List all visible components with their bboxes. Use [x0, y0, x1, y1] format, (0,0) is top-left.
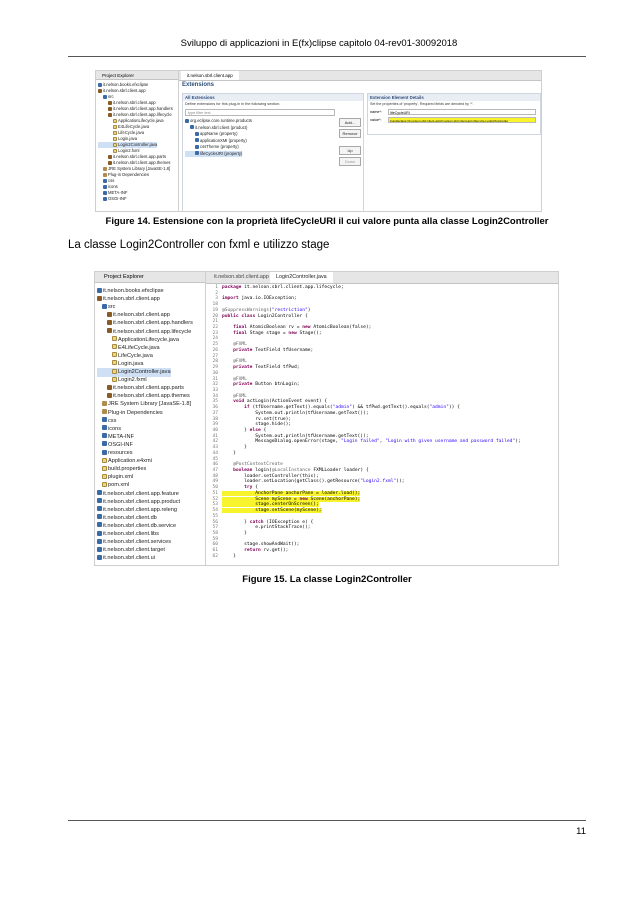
tree-item-label: it.nelson.sbrl.client.db	[103, 514, 157, 521]
project-explorer-pane	[96, 71, 179, 212]
tree-item-label: css	[108, 178, 115, 183]
line-number: 41	[212, 433, 218, 439]
tree-item-label: it.nelson.sbrl.client.app.releng	[103, 506, 178, 513]
project-explorer-tab[interactable]: Project Explorer	[96, 71, 178, 80]
tree-item-label: ApplicationLifecycle.java	[118, 118, 164, 123]
line-number: 39	[212, 422, 218, 428]
figure-15-caption: Figure 15. La classe Login2Controller	[242, 574, 412, 585]
editor-tab-bar	[206, 272, 559, 284]
package-icon	[107, 385, 112, 390]
tree-item-label: src	[108, 94, 114, 99]
package-icon	[108, 113, 112, 117]
extensions-title: Extensions	[182, 82, 215, 88]
tree-item-label: src	[108, 304, 116, 311]
add-button[interactable]: Add...	[339, 118, 361, 127]
tree-item-label: Login2Controller.java	[118, 369, 171, 375]
line-number: 51	[212, 490, 218, 496]
line-number: 28	[212, 359, 218, 365]
code-text: private TextField tfPwd;	[233, 365, 300, 371]
extensions-tree	[185, 118, 335, 178]
editor-pane	[179, 71, 542, 212]
code-text: } catch (IOException e) {	[222, 519, 314, 525]
folder-icon	[102, 441, 107, 446]
line-number: 61	[212, 548, 218, 554]
code-text: stage.centerOnScreen();	[222, 502, 319, 508]
line-number: 43	[212, 445, 218, 451]
tree-item-label: it.nelson.sbrl.client.app.handlers	[113, 106, 173, 111]
folder-icon	[102, 417, 107, 422]
folder-icon	[97, 506, 102, 511]
code-text: }	[222, 445, 247, 451]
line-number: 58	[212, 530, 218, 536]
folder-icon	[97, 514, 102, 519]
line-number: 57	[212, 525, 218, 531]
line-number: 18	[212, 302, 218, 308]
folder-icon	[97, 498, 102, 503]
value-field[interactable]: bundleclass://it.nelson.sbrl.client.app/it.nelson.sbrl.client.app.lifecycle.Login2Controller	[388, 117, 536, 123]
code-text: }	[222, 450, 236, 456]
code-text: @SuppressWarnings("restriction")	[222, 307, 311, 313]
file-icon	[113, 143, 117, 147]
package-icon	[108, 155, 112, 159]
tree-item[interactable]	[97, 554, 155, 563]
tree-item-label: it.nelson.books.efxclipse	[103, 288, 164, 294]
line-number: 30	[212, 370, 218, 376]
tree-item[interactable]	[185, 125, 247, 131]
folder-icon	[185, 119, 189, 123]
package-icon	[107, 328, 112, 333]
tree-item-label: LifeCycle.java	[118, 130, 145, 135]
tree-item-label: it.nelson.sbrl.client.app	[113, 100, 156, 105]
tree-item-label: lifeCycleURI (property)	[200, 150, 243, 156]
file-icon	[112, 377, 117, 382]
file-icon	[102, 482, 107, 487]
file-icon	[113, 149, 117, 153]
tree-item-label: Plug-in Dependencies	[108, 409, 163, 416]
code-line	[206, 331, 322, 337]
file-icon	[102, 466, 107, 471]
package-icon	[97, 296, 102, 301]
tree-item-label: it.nelson.sbrl.client.app.feature	[103, 490, 179, 497]
header-rule	[68, 56, 586, 57]
line-number: 49	[212, 479, 218, 485]
tree-item-label: it.nelson.sbrl.client.libs	[103, 531, 159, 537]
line-number: 38	[212, 416, 218, 422]
folder-icon	[97, 490, 102, 495]
folder-icon	[98, 83, 102, 87]
line-number: 2	[215, 290, 218, 296]
file-icon	[112, 352, 117, 357]
folder-icon	[97, 539, 102, 544]
line-number: 29	[212, 365, 218, 371]
line-number: 47	[212, 468, 218, 474]
tree-item-label: OSGI-INF	[108, 441, 133, 448]
tree-item-label: ApplicationLifecycle.java	[118, 336, 179, 343]
line-number: 23	[212, 330, 218, 336]
tree-item-label: it.nelson.sbrl.client.ui	[103, 555, 155, 562]
folder-icon	[103, 197, 107, 201]
code-text: if (tfUsername.getText().equals("admin") && tfPwd.getText().equals("admin")) {	[244, 405, 460, 411]
code-text: package it.nelson.sbrl.client.app.lifecycle;	[222, 285, 344, 290]
all-extensions-desc: Define extensions for this plug-in in the following section.	[185, 102, 281, 106]
file-icon	[113, 125, 117, 129]
tree-item-label: Login.java	[118, 360, 144, 367]
folder-icon	[102, 433, 107, 438]
line-number: 50	[212, 485, 218, 491]
extension-details-section	[367, 93, 541, 135]
folder-icon	[195, 138, 199, 142]
library-icon	[103, 167, 107, 171]
tree-item-label: pom.xml	[108, 482, 130, 489]
code-text: }	[222, 553, 236, 559]
code-line	[206, 285, 344, 291]
line-number: 1	[215, 285, 218, 290]
line-number: 3	[215, 296, 218, 302]
value-label: value*:	[370, 118, 382, 122]
package-icon	[107, 320, 112, 325]
tree-item-label: Login2Controller.java	[118, 142, 158, 147]
code-text: return rv.get();	[244, 548, 289, 554]
line-number: 45	[212, 456, 218, 462]
package-icon	[107, 393, 112, 398]
code-text: e.printStackTrace();	[222, 525, 311, 531]
code-editor-pane	[206, 272, 559, 566]
line-number: 44	[212, 450, 218, 456]
line-number: 31	[212, 376, 218, 382]
line-number: 46	[212, 462, 218, 468]
code-line	[206, 554, 236, 560]
code-text: } else {	[222, 428, 267, 433]
details-desc: Set the properties of 'property'. Required fields are denoted by '*'.	[370, 102, 474, 106]
code-text: @FXML	[233, 342, 247, 348]
footer-rule	[68, 820, 586, 821]
code-text: @FXML	[233, 393, 247, 399]
code-area[interactable]	[206, 285, 559, 566]
tree-item-label: it.nelson.sbrl.client.app.product	[103, 498, 181, 505]
library-icon	[103, 173, 107, 177]
tree-item-label: cssTheme (property)	[200, 144, 239, 149]
project-tree	[97, 287, 204, 565]
tree-item[interactable]	[185, 118, 252, 124]
folder-icon	[97, 547, 102, 552]
code-text: loader.setLocation(getClass().getResource("Login2.fxml"));	[222, 479, 405, 485]
code-text: final Stage stage = new Stage();	[233, 330, 322, 336]
tree-item-label: Plug-in Dependencies	[108, 172, 149, 177]
line-number: 59	[212, 536, 218, 542]
tree-item-label: JRE System Library [JavaSE-1.8]	[108, 401, 192, 408]
remove-button[interactable]: Remove	[339, 129, 361, 138]
tree-item-label: E4LifeCycle.java	[118, 124, 150, 129]
tree-item[interactable]	[185, 144, 239, 150]
all-extensions-label: All Extensions	[183, 94, 363, 101]
code-text: AnchorPane anchorPane = loader.load();	[222, 490, 361, 496]
tree-item-label: org.eclipse.core.runtime.products	[190, 118, 252, 123]
folder-icon	[195, 145, 199, 149]
code-text: MessageDialog.openError(stage, "Login failed", "Login with given username and password failed");	[222, 439, 521, 445]
code-text: }	[222, 530, 247, 536]
line-number: 48	[212, 473, 218, 479]
tree-item-label: build.properties	[108, 466, 147, 473]
tree-item-label: E4LifeCycle.java	[118, 344, 160, 351]
tree-item-label: it.nelson.sbrl.client.app	[103, 88, 146, 93]
file-icon	[113, 137, 117, 141]
tree-item-label: icons	[108, 425, 122, 432]
line-number: 25	[212, 342, 218, 348]
package-icon	[98, 89, 102, 93]
line-number: 53	[212, 502, 218, 508]
tree-item-label: it.nelson.sbrl.client.services	[103, 539, 172, 546]
line-number: 60	[212, 542, 218, 548]
code-text: Scene myScene = new Scene(anchorPane);	[222, 496, 361, 502]
line-number: 52	[212, 496, 218, 502]
details-title: Extension Element Details	[368, 94, 540, 101]
folder-icon	[103, 179, 107, 183]
line-number: 19	[212, 307, 218, 313]
all-extensions-section	[182, 93, 364, 212]
line-number: 34	[212, 393, 218, 399]
tree-item[interactable]	[185, 131, 237, 137]
tree-item-label: it.nelson.sbrl.client.app.parts	[113, 154, 167, 159]
code-text: stage.showAndWait();	[222, 542, 300, 548]
line-number: 32	[212, 382, 218, 388]
tree-item-label: META-INF	[108, 433, 134, 440]
folder-icon	[190, 125, 194, 129]
package-icon	[108, 101, 112, 105]
line-number: 20	[212, 313, 218, 319]
line-number: 33	[212, 387, 218, 393]
folder-icon	[97, 555, 102, 560]
file-icon	[112, 360, 117, 365]
code-text: @FXML	[233, 376, 247, 382]
folder-icon	[103, 95, 107, 99]
figure-15-screenshot	[94, 271, 559, 566]
tree-item[interactable]	[98, 196, 127, 202]
library-icon	[102, 401, 107, 406]
folder-icon	[102, 450, 107, 455]
file-icon	[102, 474, 107, 479]
down-button[interactable]: Down	[339, 157, 361, 166]
file-icon	[112, 336, 117, 341]
line-number: 26	[212, 347, 218, 353]
code-line	[206, 508, 322, 514]
tree-item-label: it.nelson.sbrl.client.app	[113, 312, 170, 319]
filter-input[interactable]: type filter text	[185, 109, 335, 116]
tree-item-label: Login2.fxml	[118, 148, 140, 153]
file-icon	[112, 344, 117, 349]
file-icon	[113, 119, 117, 123]
line-number: 42	[212, 439, 218, 445]
tree-item-label: icons	[108, 184, 118, 189]
tree-item-label: it.nelson.sbrl.client.app.lifecycle	[113, 112, 172, 117]
line-number: 40	[212, 428, 218, 433]
line-number: 21	[212, 319, 218, 325]
body-text: La classe Login2Controller con fxml e utilizzo stage	[68, 239, 330, 251]
line-number: 22	[212, 325, 218, 331]
code-text: void actLogin(ActionEvent event) {	[233, 399, 328, 405]
line-number: 35	[212, 399, 218, 405]
line-number: 55	[212, 513, 218, 519]
tree-item-label: resources	[108, 450, 133, 456]
tree-item-label: Login.java	[118, 136, 138, 141]
folder-icon	[195, 151, 199, 155]
code-text: private Button btnLogin;	[233, 382, 300, 388]
tree-item-label: it.nelson.sbrl.client.app.lifecycle	[113, 328, 192, 335]
package-icon	[108, 107, 112, 111]
code-text: stage.setScene(myScene);	[222, 508, 322, 514]
tree-item-label: META-INF	[108, 190, 128, 195]
editor-tab-login2controller[interactable]: Login2Controller.java	[270, 272, 333, 283]
code-text: try {	[244, 485, 258, 491]
code-text: stage.hide();	[222, 422, 292, 428]
line-number: 37	[212, 410, 218, 416]
code-text: @PostContextCreate	[233, 462, 283, 468]
line-number: 27	[212, 353, 218, 359]
file-icon	[113, 131, 117, 135]
tree-item-label: it.nelson.sbrl.client.app.themes	[113, 393, 190, 400]
tree-item-label: OSGI-INF	[108, 196, 127, 201]
editor-tab[interactable]: it.nelson.sbrl.client.app	[181, 71, 239, 80]
folder-icon	[103, 185, 107, 189]
folder-icon	[195, 132, 199, 136]
package-icon	[107, 312, 112, 317]
page-number: 11	[576, 826, 586, 837]
code-line	[206, 348, 313, 354]
tree-item-label: applicationXMI (property)	[200, 137, 247, 143]
package-icon	[108, 161, 112, 165]
tree-item-label: it.nelson.sbrl.client.app.handlers	[113, 320, 193, 327]
file-icon	[112, 369, 117, 374]
folder-icon	[97, 288, 102, 293]
library-icon	[102, 409, 107, 414]
tree-item-label: plugin.xml	[108, 474, 134, 481]
code-text: final AtomicBoolean rv = new AtomicBoolean(false);	[233, 325, 372, 331]
tree-item[interactable]	[185, 151, 242, 157]
line-number: 62	[212, 553, 218, 559]
name-field[interactable]: lifeCycleURI	[388, 109, 536, 115]
code-text: rv.set(true);	[222, 416, 292, 422]
folder-icon	[97, 522, 102, 527]
project-tree	[98, 82, 178, 212]
code-line	[206, 439, 521, 445]
tree-item-label: appName (property)	[200, 131, 238, 136]
tree-item-label: it.nelson.sbrl.client.app.themes	[113, 160, 171, 165]
editor-tab-bar	[179, 71, 542, 81]
tree-item-label: it.nelson.sbrl.client.app.parts	[113, 385, 184, 392]
project-explorer-pane	[95, 272, 206, 566]
folder-icon	[102, 304, 107, 309]
code-text: System.out.println(tfUsername.getText());	[222, 410, 369, 416]
code-text: @FXML	[233, 359, 247, 365]
tree-item-label: it.nelson.sbrl.client.db.service	[103, 522, 177, 529]
folder-icon	[102, 425, 107, 430]
figure-14-screenshot	[95, 70, 542, 212]
tree-item-label: JRE System Library [JavaSE-1.8]	[108, 166, 171, 171]
folder-icon	[103, 191, 107, 195]
code-text: private TextField tfUsername;	[233, 347, 314, 353]
editor-tab-manifest[interactable]: it.nelson.sbrl.client.app	[214, 274, 269, 280]
code-text: System.out.println(tfUsername.getText());	[222, 433, 369, 439]
tree-item-label: it.nelson.sbrl.client.app	[103, 296, 160, 303]
line-number: 56	[212, 519, 218, 525]
line-number: 36	[212, 405, 218, 411]
page-header: Sviluppo di applicazioni in E(fx)clipse capitolo 04-rev01-30092018	[180, 38, 458, 49]
tree-item-label: css	[108, 417, 117, 424]
file-icon	[102, 458, 107, 463]
tree-item-label: it.nelson.sbrl.client.target	[103, 547, 165, 554]
code-text: import java.io.IOException;	[222, 296, 297, 302]
tree-item-label: Login2.fxml	[118, 377, 147, 384]
tree-item[interactable]	[185, 138, 247, 144]
up-button[interactable]: Up	[339, 146, 361, 155]
line-number: 24	[212, 336, 218, 342]
code-text: loader.setController(this);	[222, 473, 319, 479]
tree-item-label: it.nelson.books.efxclipse	[103, 82, 149, 87]
figure-14-caption: Figure 14. Estensione con la proprietà lifeCycleURI il cui valore punta alla classe Login2Controller	[105, 216, 549, 227]
line-number: 54	[212, 508, 218, 514]
project-explorer-tab[interactable]: Project Explorer	[95, 272, 205, 283]
tree-item-label: Application.e4xmi	[108, 458, 152, 465]
code-text: public class Login2Controller {	[222, 313, 308, 319]
tree-item-label: it.nelson.sbrl.client (product)	[195, 124, 248, 130]
name-label: name*:	[370, 110, 383, 114]
tree-item-label: LifeCycle.java	[118, 352, 153, 359]
folder-icon	[97, 531, 102, 536]
code-text: boolean login(@LocalInstance FXMLLoader loader) {	[233, 468, 369, 474]
